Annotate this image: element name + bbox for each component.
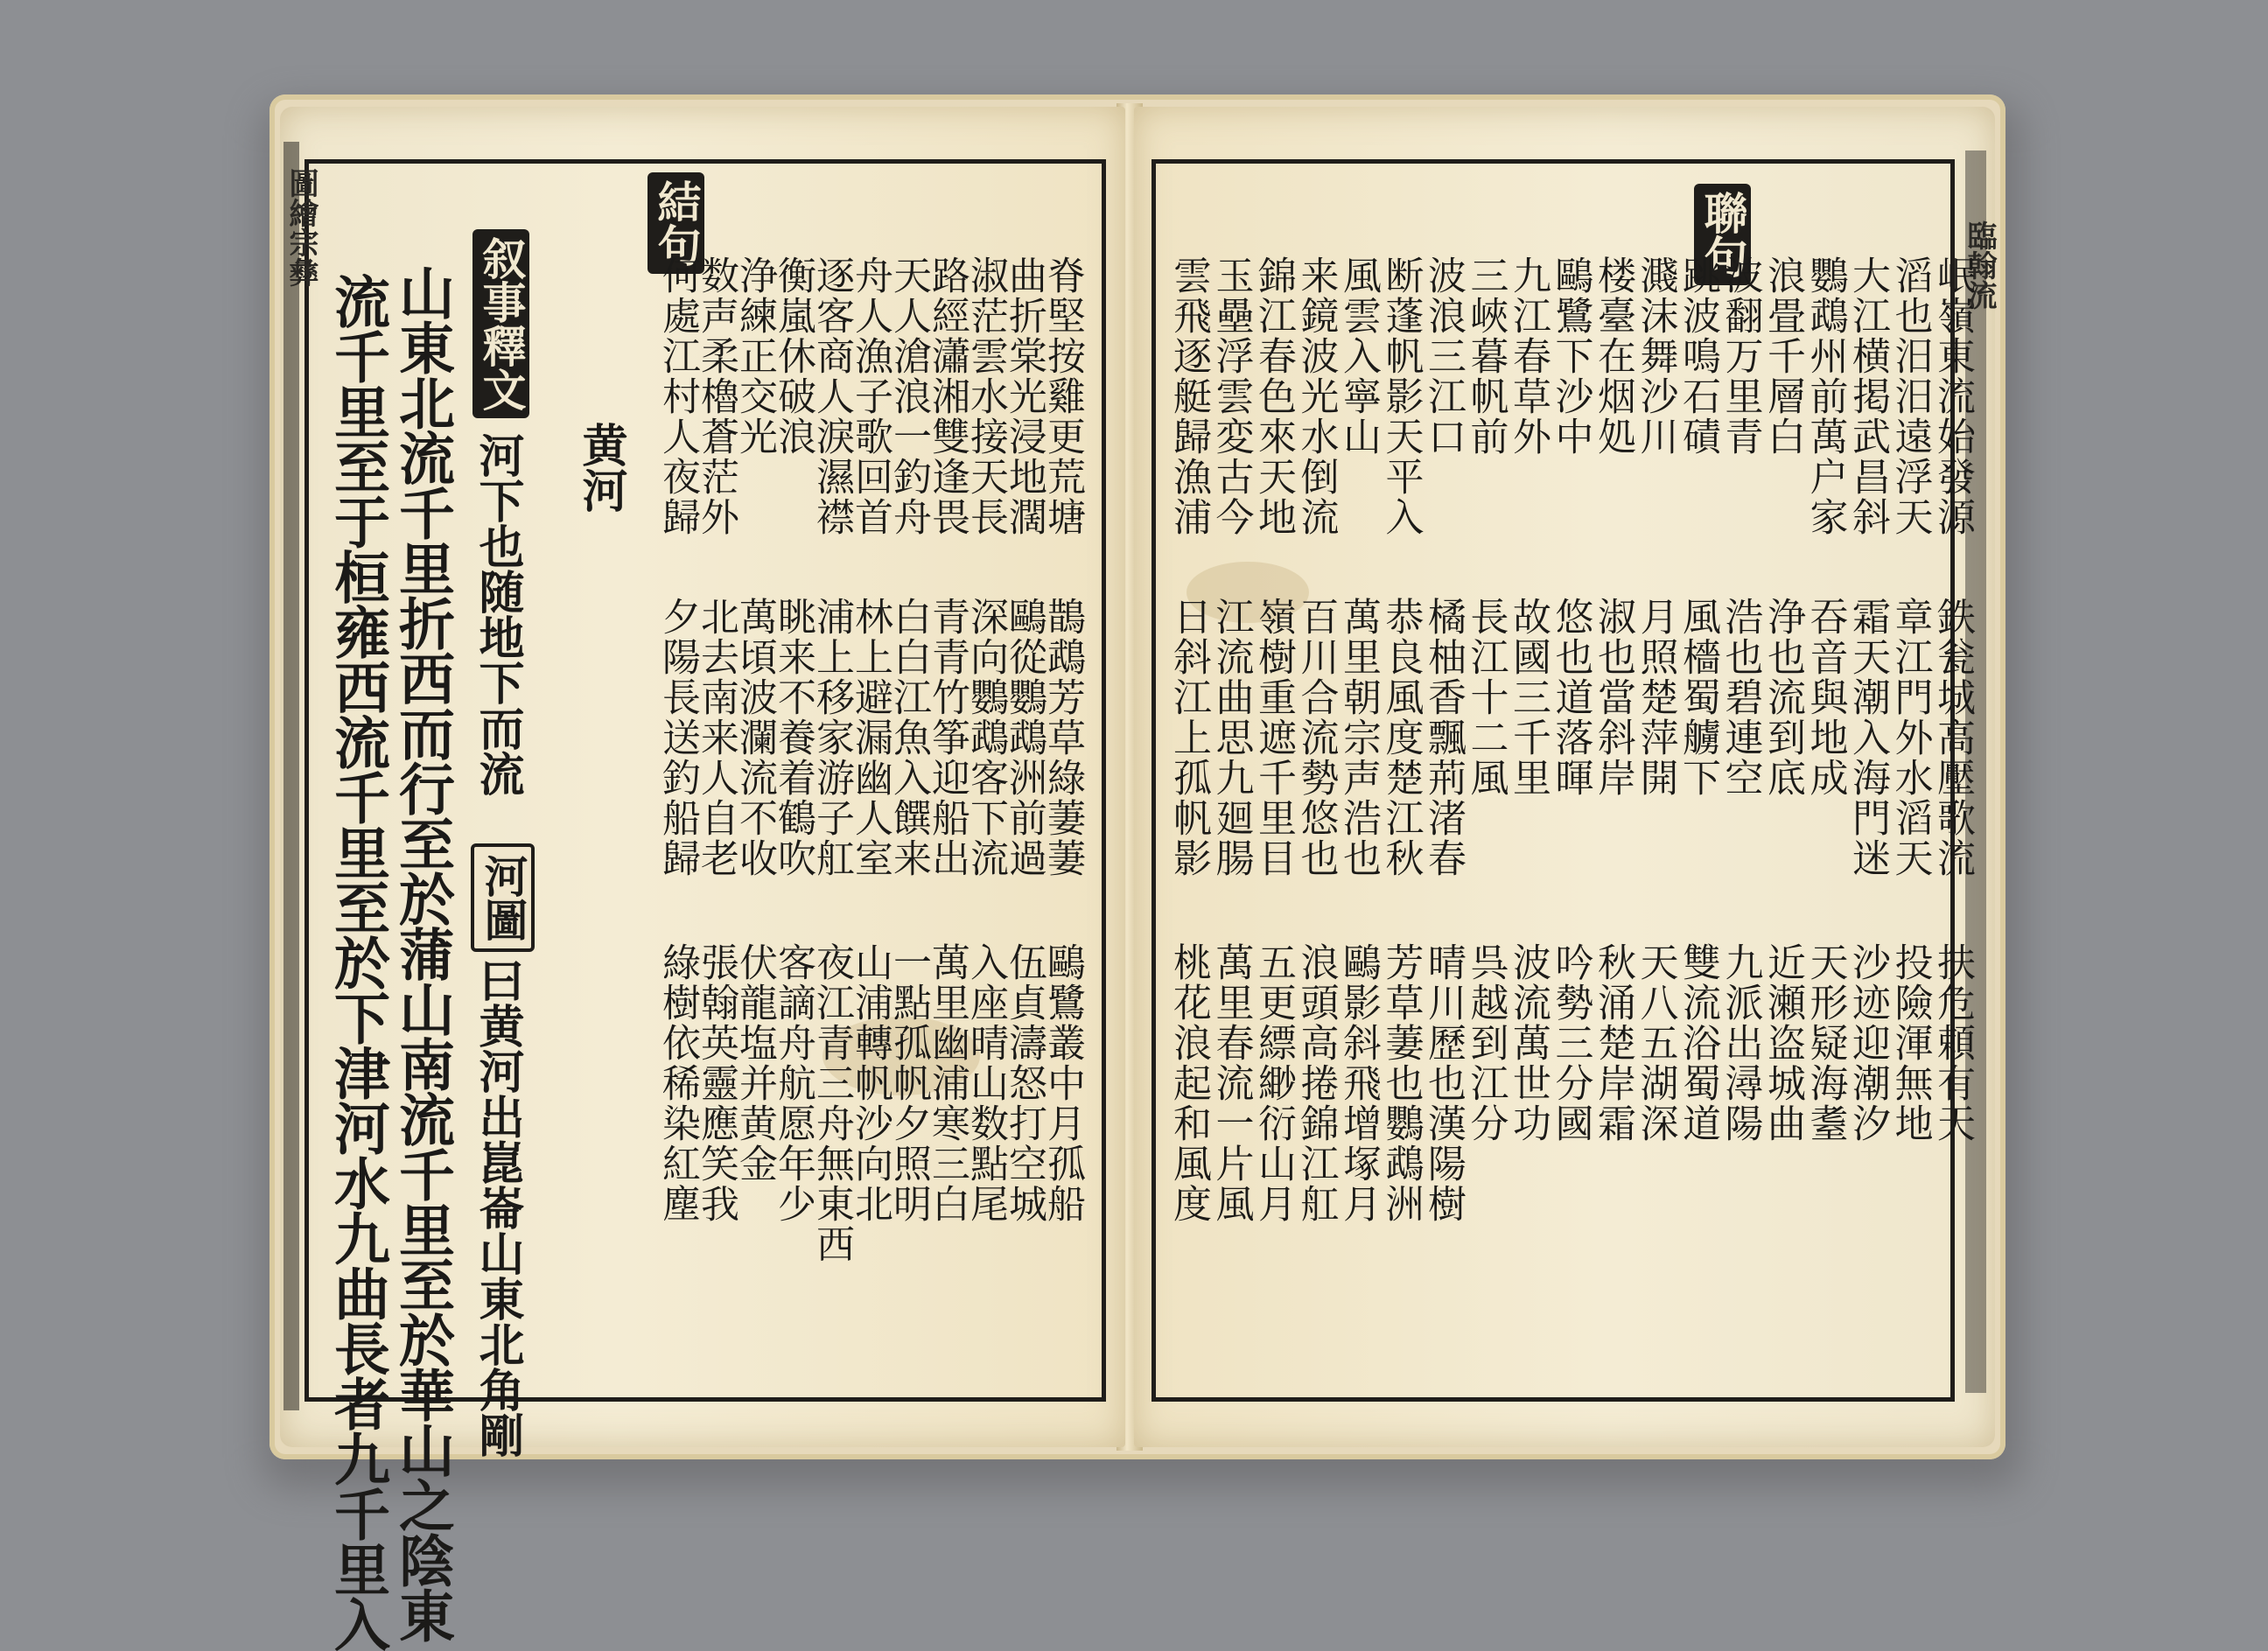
poem-line: 夜江青三舟無東西 [809, 942, 854, 1264]
poem-line: 曲折棠光浸地濶 [1002, 255, 1046, 537]
poem-line: 鉄瓮城高壓歌流 [1930, 597, 1975, 878]
poem-line: 月照楚萍開 [1633, 597, 1678, 798]
poem-line: 浄練正交光 [732, 255, 777, 457]
poem-line: 入座晴山数點尾 [963, 942, 1008, 1224]
left-page-edge [284, 142, 299, 1410]
poem-line: 逐客商人淚濕襟 [809, 255, 854, 537]
poem-line: 近瀬盗城曲 [1760, 942, 1805, 1144]
poem-line: 秋涌楚岸霜 [1591, 942, 1635, 1144]
conclusion-badge: 結句 [648, 172, 704, 274]
poem-line: 風檣蜀艣下 [1676, 597, 1720, 798]
poem-line: 恭良風度楚江秋 [1378, 597, 1424, 878]
poem-line: 萬里朝宗声浩也 [1336, 597, 1381, 878]
poem-line: 天八五湖深 [1633, 942, 1678, 1144]
couplet-badge: 聯句 [1694, 184, 1751, 285]
poem-line: 浪頭高捲錦江舡 [1293, 942, 1339, 1224]
poem-line: 浪畳千層白 [1760, 255, 1805, 457]
poem-line: 錦江春色來天地 [1251, 255, 1296, 537]
poem-line: 北去南来人自老 [694, 597, 738, 878]
poem-line: 章江門外水滔天 [1887, 597, 1933, 878]
poem-line: 淑也當斜岸 [1591, 597, 1635, 798]
poem-line: 来鏡波光水倒流 [1293, 255, 1339, 537]
poem-line: 淑茫雲水接天長 [963, 255, 1008, 537]
poem-line: 天形疑海耋 [1802, 942, 1848, 1144]
poem-line: 楼臺在烟処 [1591, 255, 1635, 457]
poem-line: 故國三千里 [1506, 597, 1550, 798]
poem-line: 何處江村人夜歸 [655, 255, 700, 537]
left-page [280, 107, 1125, 1651]
poem-line: 三峽暮帆前 [1463, 255, 1508, 457]
poem-line: 舟人漁子歌回首 [848, 255, 892, 537]
poem-line: 大江横掲武昌斜 [1845, 255, 1890, 537]
poem-line: 萬里春流一片風 [1208, 942, 1254, 1224]
poem-line: 夕陽長送釣船歸 [655, 597, 700, 878]
poem-line: 浄也流到底 [1760, 597, 1805, 798]
poem-line: 五更縹緲衍山月 [1251, 942, 1296, 1224]
poem-line: 眺来不養着鶴吹 [771, 597, 816, 878]
poem-line: 萬里幽浦寒三白 [925, 942, 970, 1224]
poem-line: 断蓬帆影天平入 [1378, 255, 1424, 537]
poem-line: 長江十二風 [1463, 597, 1508, 798]
poem-line: 玉壘浮雲変古今 [1208, 255, 1254, 537]
poem-line: 芳草萋也鸚鵡洲 [1378, 942, 1424, 1224]
poem-line: 一點孤帆夕照明 [886, 942, 931, 1224]
poem-line: 深向鸚鵡客下流 [963, 597, 1008, 878]
narrative-intro: 河下也随地下而流 [471, 432, 524, 796]
poem-line: 鵲鵡芳草綠萋萋 [1040, 597, 1085, 878]
poem-line: 脊堅按雞更荒塘 [1040, 255, 1085, 537]
poem-line: 霜天潮入海門迷 [1845, 597, 1890, 878]
poem-line: 吟勢三分國 [1548, 942, 1593, 1144]
poem-line: 張翰英靈應笑我 [694, 942, 738, 1224]
poem-line: 浩也碧連空 [1718, 597, 1763, 798]
poem-line: 衡嵐休破浪 [771, 255, 816, 457]
poem-line: 白白江魚入饌来 [886, 597, 931, 878]
narrative-column-2: 流千里至于桓雍西流千里至於下津河水九曲長者九千里入 [325, 273, 390, 1651]
poem-line: 鷗鷺叢中月孤船 [1040, 942, 1085, 1224]
poem-line: 九江春草外 [1506, 255, 1550, 457]
poem-line: 嶺樹重遮千里目 [1251, 597, 1296, 878]
poem-line: 綠樹依稀染紅塵 [655, 942, 700, 1224]
right-page [1134, 107, 1995, 1447]
poem-line: 九派出潯陽 [1718, 942, 1763, 1144]
poem-line: 林上避漏幽人室 [848, 597, 892, 878]
poem-line: 鷗從鸚鵡洲前過 [1002, 597, 1046, 878]
poem-line: 吞音與地成 [1802, 597, 1848, 798]
poem-line: 雙流浴蜀道 [1676, 942, 1720, 1144]
poem-line: 晴川歷也漢陽樹 [1421, 942, 1466, 1224]
poem-line: 跳波鳴石磧 [1676, 255, 1720, 457]
poem-line: 伏龍塩并黄金 [732, 942, 777, 1184]
poem-line: 鷗影斜飛增塚月 [1336, 942, 1381, 1224]
poem-line: 伍貞濤怒打空城 [1002, 942, 1046, 1224]
topic-title: 黄河 [574, 422, 627, 513]
open-book [270, 94, 2006, 1651]
poem-line: 波流萬世功 [1506, 942, 1550, 1144]
right-page-header: 臨翰流 [1962, 220, 1997, 310]
poem-line: 天人滄浪一釣舟 [886, 255, 931, 537]
poem-line: 呉越到江分 [1463, 942, 1508, 1144]
poem-line: 日斜江上孤帆影 [1166, 597, 1211, 878]
poem-line: 扶危頼有天 [1930, 942, 1975, 1144]
poem-line: 桃花浪起和風度 [1166, 942, 1211, 1224]
poem-line: 浦上移家游子舡 [809, 597, 854, 878]
poem-line: 鸚鵡州前萬户家 [1802, 255, 1848, 537]
poem-line: 波翻万里青 [1718, 255, 1763, 457]
poem-line: 山浦轉帆沙向北 [848, 942, 892, 1224]
poem-line: 岷嶺東流始發源 [1930, 255, 1975, 537]
poem-line: 橘柚香飄荊渚春 [1421, 597, 1466, 878]
poem-line: 萬頃波瀾流不收 [732, 597, 777, 878]
river-map-badge: 河圖 [471, 843, 535, 952]
left-page-header: 圖繪宗彝 [284, 168, 318, 287]
narrative-column-1: 山東北流千里折西而行至於蒲山南流千里至於華山之陰東 [389, 264, 455, 1642]
poem-line: 投險渾無地 [1887, 942, 1933, 1144]
poem-line: 風雲入寧山 [1336, 255, 1381, 457]
poem-line: 路經瀟湘雙逢畏 [925, 255, 970, 537]
poem-line: 百川合流勢悠也 [1293, 597, 1339, 878]
poem-line: 悠也道落暉 [1548, 597, 1593, 798]
poem-line: 波浪三江口 [1421, 255, 1466, 457]
narrative-badge: 叙事釋文 [472, 229, 529, 418]
poem-line: 濺沫舞沙川 [1633, 255, 1678, 457]
poem-line: 青青竹筝迎船出 [925, 597, 970, 878]
poem-line: 鷗鷺下沙中 [1548, 255, 1593, 457]
poem-line: 雲飛逐艇歸漁浦 [1166, 255, 1211, 537]
poem-line: 客謫舟航愿年少 [771, 942, 816, 1224]
narrative-intro-2: 曰黄河出崑崙山東北角剛 [471, 957, 524, 1458]
poem-line: 江流曲思九廻腸 [1208, 597, 1254, 878]
poem-line: 滔也汨汨遠浮天 [1887, 255, 1933, 537]
poem-line: 沙迹迎潮汐 [1845, 942, 1890, 1144]
poem-line: 数声柔櫓蒼茫外 [694, 255, 738, 537]
